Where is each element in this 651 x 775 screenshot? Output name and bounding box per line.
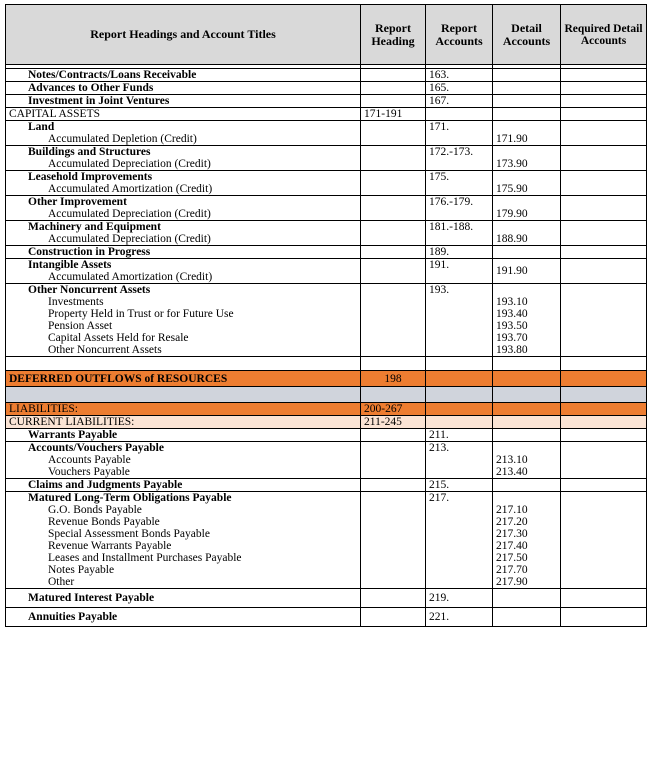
sub-account: Accounts Payable (48, 454, 131, 466)
account-title: Machinery and Equipment (28, 221, 161, 233)
report-account: 221. (426, 608, 493, 627)
sub-account: Leases and Installment Purchases Payable (48, 552, 242, 564)
sub-account: Investments (48, 296, 104, 308)
section-title: LIABILITIES: (6, 403, 361, 416)
detail-account: 193.80 (496, 344, 528, 356)
sub-account: Accumulated Depletion (Credit) (48, 133, 197, 145)
account-title: Intangible Assets (28, 259, 112, 271)
detail-account: 217.50 (496, 552, 528, 564)
sub-account: Accumulated Depreciation (Credit) (48, 208, 211, 220)
table-row (6, 479, 647, 492)
report-heading: 198 (361, 371, 426, 387)
detail-account: 191.90 (493, 259, 561, 284)
account-title: Advances to Other Funds (6, 82, 361, 95)
report-account: 191. (426, 259, 493, 284)
report-account: 213. (426, 442, 493, 479)
section-row (6, 403, 647, 416)
report-account: 172.-173. (426, 146, 493, 171)
sub-account: Revenue Bonds Payable (48, 516, 160, 528)
table-row (6, 492, 647, 589)
account-title: Notes/Contracts/Loans Receivable (6, 69, 361, 82)
detail-account: 217.90 (496, 576, 528, 588)
section-row (6, 371, 647, 387)
section-row (6, 416, 647, 429)
account-title: Investment in Joint Ventures (6, 95, 361, 108)
section-title: DEFERRED OUTFLOWS of RESOURCES (6, 371, 361, 387)
header-row (6, 5, 647, 65)
report-account: 167. (426, 95, 493, 108)
table-row (6, 608, 647, 627)
detail-account: 217.20 (496, 516, 528, 528)
report-account: 189. (426, 246, 493, 259)
account-title: Other Improvement (28, 196, 127, 208)
section-title: CAPITAL ASSETS (6, 108, 361, 121)
sub-account: Vouchers Payable (48, 466, 130, 478)
detail-account: 217.10 (496, 504, 528, 516)
detail-account: 217.70 (496, 564, 528, 576)
table-row (6, 589, 647, 608)
account-title: Annuities Payable (6, 608, 361, 627)
account-title: Matured Interest Payable (6, 589, 361, 608)
report-account: 163. (426, 69, 493, 82)
header-title: Report Headings and Account Titles (6, 5, 361, 65)
sub-account: Notes Payable (48, 564, 115, 576)
report-account: 176.-179. (426, 196, 493, 221)
detail-account: 193.10 (496, 296, 528, 308)
account-title: Other Noncurrent Assets (28, 284, 151, 296)
report-account: 193. (426, 284, 493, 357)
sub-account: Revenue Warrants Payable (48, 540, 172, 552)
header-report-accounts: Report Accounts (426, 5, 493, 65)
detail-account: 193.70 (496, 332, 528, 344)
account-title: Accounts/Vouchers Payable (28, 442, 164, 454)
report-account: 219. (426, 589, 493, 608)
account-title: Land (28, 121, 55, 133)
section-row (6, 108, 647, 121)
report-account: 217. (426, 492, 493, 589)
sub-account: Other (48, 576, 75, 588)
detail-account: 173.90 (493, 146, 561, 171)
sub-account: Accumulated Depreciation (Credit) (48, 233, 211, 245)
header-report-heading: Report Heading (361, 5, 426, 65)
section-title: CURRENT LIABILITIES: (6, 416, 361, 429)
detail-account: 171.90 (493, 121, 561, 146)
report-heading: 171-191 (361, 108, 426, 121)
sub-account: Other Noncurrent Assets (48, 344, 162, 356)
detail-account: 179.90 (493, 196, 561, 221)
sub-account: Accumulated Amortization (Credit) (48, 271, 213, 283)
header-required-detail: Required Detail Accounts (561, 5, 647, 65)
sub-account: Accumulated Depreciation (Credit) (48, 158, 211, 170)
report-account: 211. (426, 429, 493, 442)
account-title: Claims and Judgments Payable (6, 479, 361, 492)
account-title: Leasehold Improvements (28, 171, 153, 183)
table-row (6, 171, 647, 196)
report-account: 215. (426, 479, 493, 492)
table-row (6, 121, 647, 146)
report-heading: 200-267 (361, 403, 426, 416)
account-title: Warrants Payable (6, 429, 361, 442)
table-row (6, 196, 647, 221)
table-row (6, 246, 647, 259)
table-row (6, 69, 647, 82)
chart-of-accounts-table (5, 4, 647, 627)
report-account: 181.-188. (426, 221, 493, 246)
table-row (6, 429, 647, 442)
account-title: Matured Long-Term Obligations Payable (28, 492, 232, 504)
table-row (6, 146, 647, 171)
detail-account: 175.90 (493, 171, 561, 196)
detail-account: 217.40 (496, 540, 528, 552)
detail-account: 213.10 (496, 454, 528, 466)
detail-account: 217.30 (496, 528, 528, 540)
sub-account: Special Assessment Bonds Payable (48, 528, 210, 540)
sub-account: Property Held in Trust or for Future Use (48, 308, 234, 320)
detail-account: 193.50 (496, 320, 528, 332)
account-title: Buildings and Structures (28, 146, 151, 158)
sub-account: Accumulated Amortization (Credit) (48, 183, 213, 195)
table-row (6, 82, 647, 95)
table-row (6, 259, 647, 284)
report-account: 175. (426, 171, 493, 196)
table-row (6, 95, 647, 108)
detail-account: 213.40 (496, 466, 528, 478)
table-row (6, 442, 647, 479)
table-row (6, 221, 647, 246)
detail-account: 188.90 (493, 221, 561, 246)
spacer-row (6, 357, 647, 371)
account-title: Construction in Progress (6, 246, 361, 259)
sub-account: Capital Assets Held for Resale (48, 332, 189, 344)
sub-account: G.O. Bonds Payable (48, 504, 142, 516)
spacer-row (6, 387, 647, 403)
report-account: 165. (426, 82, 493, 95)
report-heading: 211-245 (361, 416, 426, 429)
detail-account: 193.40 (496, 308, 528, 320)
header-detail-accounts: Detail Accounts (493, 5, 561, 65)
report-account: 171. (426, 121, 493, 146)
table-row (6, 284, 647, 357)
sub-account: Pension Asset (48, 320, 113, 332)
